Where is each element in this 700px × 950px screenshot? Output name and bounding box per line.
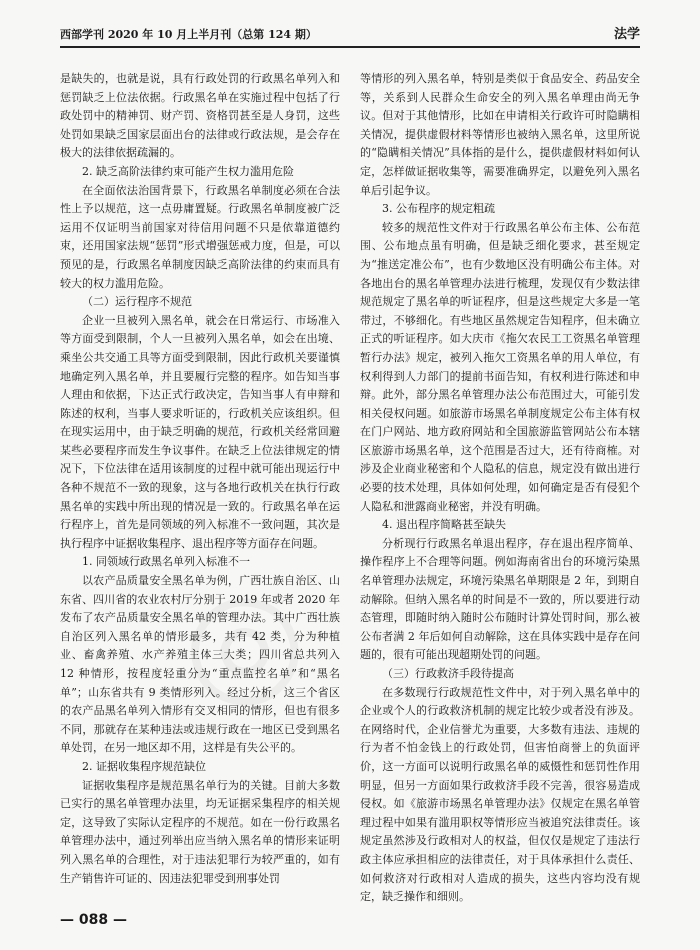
paragraph: 是缺失的，也就是说，具有行政处罚的行政黑名单列入和惩罚缺乏上位法依据。行政黑名单在实施过程中包括了行政处罚中的精神罚、财产罚、资格罚甚至是人身罚，这些处罚如果缺乏国家层面出台的法律或行政法规，是会存在极大的法律依据疏漏的。 [60,72,340,160]
section-label: 法学 [613,27,640,42]
paragraph: 等情形的列入黑名单，特别是类似于食品安全、药品安全等，关系到人民群众生命安全的列入黑名单理由尚无争议。但对于其他情形，比如在申请相关行政许可时隐瞒相关情况，提供虚假材料等情形也被纳入黑名单，这里所说的“隐瞒相关情况”具体指的是什么，提供虚假材料如何认定，怎样做证据收集等，需要准确界定，以避免列入黑名单后引起争议。 [360,72,640,197]
paragraph: 以农产品质量安全黑名单为例，广西壮族自治区、山东省、四川省的农业农村厅分别于 2019 年或者 2020 年发布了农产品质量安全黑名单的管理办法。其中广西壮族自治区列入黑名单的情形最多，共有 42 类，分为种植业、畜禽养殖、水产养殖主体三大类；四川省总共列入 12 种情形，按程度轻重分为“重点监控名单”和“黑名单”；山东省共有 9 类情形列入。经过分析，这三个省区的农产品黑名单列入情形有交叉相同的情形，但也有很多不同，那就存在某种违法或违规行政在一地区已受到黑名单处罚，在另一地区却不用，这样是有失公平的。 [60,574,340,755]
subheading: 2. 缺乏高阶法律约束可能产生权力滥用危险 [82,164,294,178]
subheading: 2. 证据收集程序规范缺位 [82,759,206,773]
journal-title: 西部学刊 2020 年 10 月上半月刊（总第 124 期） [60,28,317,41]
subheading: 3. 公布程序的规定粗疏 [382,202,495,216]
subheading: 1. 同领域行政黑名单列入标准不一 [82,555,250,569]
paragraph: 在多数现行行政规范性文件中，对于列入黑名单中的企业或个人的行政救济机制的规定比较少或者没有涉及。在网络时代，企业信誉尤为重要，大多数有违法、违规的行为者不怕金钱上的行政处罚，但害怕商誉上的负面评价，这一方面可以说明行政黑名单的威慑性和惩罚性作用明显，但另一方面如果行政救济手段不完善，很容易造成侵权。如《旅游市场黑名单管理办法》仅规定在黑名单管理过程中如果有滥用职权等情形应当被追究法律责任。该规定虽然涉及行政相对人的权益，但仅仅是规定了违法行政主体应承担相应的法律责任，对于具体承担什么责任、如何救济对行政相对人造成的损失，这些内容均没有规定，缺乏操作和细则。 [360,685,640,904]
paragraph: 证据收集程序是规范黑名单行为的关键。目前大多数已实行的黑名单管理办法里，均无证据采集程序的相关规定，这导致了实际认定程序的不规范。如在一份行政黑名单管理办法中，通过列举出应当纳入黑名单的情形来证明列入黑名单的合理性，对于违法犯罪行为较严重的，如有生产销售许可证的、因违法犯罪受到刑事处罚 [60,778,340,885]
paragraph: 企业一旦被列入黑名单，就会在日常运行、市场准入等方面受到限制，个人一旦被列入黑名单，如会在出境、乘坐公共交通工具等方面受到限制，因此行政机关要谨慎地确定列入黑名单，并且要履行完整的程序。如告知当事人理由和依据，下达正式行政决定，告知当事人有申辩和陈述的权利，当事人要求听证的，行政机关应该组织。但在现实运用中，由于缺乏明确的规范，行政机关经常回避某些必要程序而发生争议事件。在缺乏上位法律规定的情况下，下位法律在适用该制度的过程中就可能出现运行中各种不规范不一致的现象，这与各地行政机关在执行行政黑名单的实践中所出现的情况是一致的。行政黑名单在运行程序上，首先是同领域的列入标准不一致问题，其次是执行程序中证据收集程序、退出程序等方面存在问题。 [60,313,340,550]
paragraph: 分析现行行政黑名单退出程序，存在退出程序简单、操作程序上不合理等问题。例如海南省出台的环境污染黑名单管理办法规定，环境污染黑名单期限是 2 年，到期自动解除。但纳入黑名单的时间是不一致的，所以要进行动态管理，即随时纳入随时公布随时计算处罚时间，那么被公布者满 2 年后如何自动解除，这在具体实践中是存在问题的，很有可能出现超期处罚的问题。 [360,536,640,662]
left-column [60,70,340,888]
paragraph: 较多的规范性文件对于行政黑名单公布主体、公布范围、公布地点虽有明确，但是缺乏细化要求，甚至规定为“推送定准公布”，也有少数地区没有明确公布主体。对各地出台的黑名单管理办法进行梳理，发现仅有少数法律规范规定了黑名单的听证程序，但是这些规定大多是一笔带过，不够细化。有些地区虽然规定告知程序，但未确立正式的听证程序。如大庆市《拖欠农民工工资黑名单管理暂行办法》规定，被列入拖欠工资黑名单的用人单位，有权利得到人力部门的提前书面告知，有权利进行陈述和申辩。此外，部分黑名单管理办法公布范围过大，可能引发相关侵权问题。如旅游市场黑名单制度规定公布主体有权在门户网站、地方政府网站和全国旅游监管网站公布本辖区旅游市场黑名单，这个范围是否过大，还有待商榷。对涉及企业商业秘密和个人隐私的信息，规定没有做出进行必要的技术处理，具体如何处理，如何确定是否有侵犯个人隐私和泄露商业秘密，并没有明确。 [360,220,640,513]
page-number: — 088 — [60,912,127,928]
section-heading: （二）运行程序不规范 [82,295,192,309]
page-header [60,20,640,48]
right-column [360,70,640,907]
section-heading: （三）行政救济手段待提高 [382,667,514,680]
subheading: 4. 退出程序简略甚至缺失 [382,518,506,532]
paragraph: 在全面依法治国背景下，行政黑名单制度必须在合法性上予以规范，这一点毋庸置疑。行政黑名单制度被广泛运用不仅证明当前国家对待信用问题不只是依靠道德约束，还用国家法规“惩罚”形式增强惩戒力度，但是，可以预见的是，行政黑名单制度因缺乏高阶法律的约束而具有较大的权力滥用危险。 [60,183,340,290]
